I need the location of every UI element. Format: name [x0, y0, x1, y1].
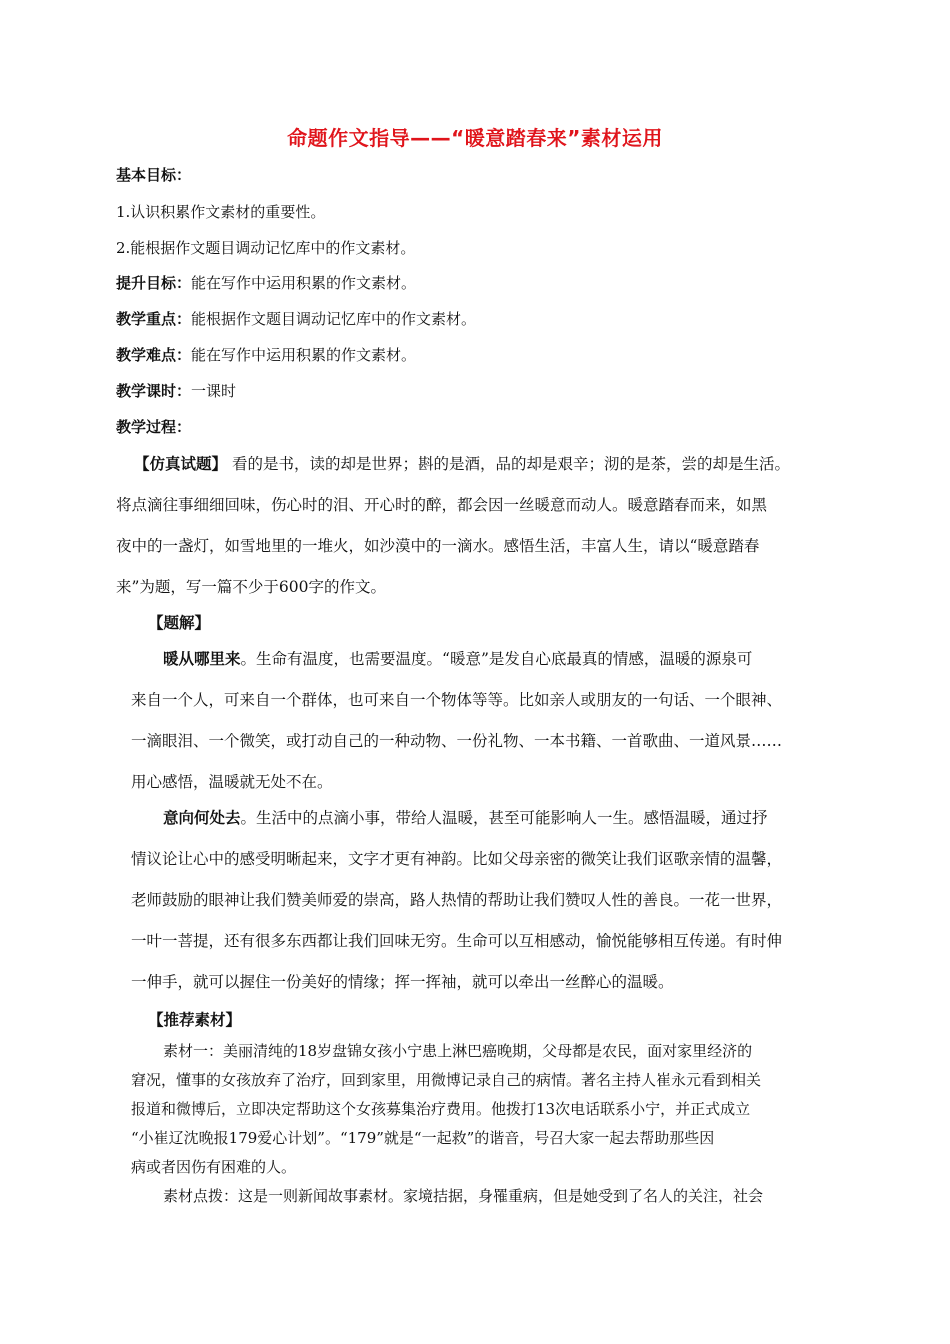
difficulty	[116, 344, 416, 365]
intent-where-line-1: 意向何处去。生活中的点滴小事，带给人温暖，甚至可能影响人一生。感悟温暖，通过抒	[163, 809, 768, 827]
material-one-line-3: 报道和微博后，立即决定帮助这个女孩募集治疗费用。他拨打13次电话联系小宁，并正式成立	[131, 1100, 751, 1118]
intent-where-line-5: 一伸手，就可以握住一份美好的情缘；挥一挥袖，就可以牵出一丝醉心的温暖。	[131, 973, 674, 991]
analysis-label: 【题解】	[148, 614, 211, 632]
material-comment: 素材点拨：这是一则新闻故事素材。家境拮据，身罹重病，但是她受到了名人的关注，社会	[163, 1187, 764, 1205]
improve-goal	[116, 272, 416, 293]
page-title: 命题作文指导——“暖意踏春来”素材运用	[287, 126, 663, 150]
difficulty-label: 教学难点：	[116, 346, 192, 364]
improve-goal-label: 提升目标：	[116, 274, 192, 292]
key-point-label: 教学重点：	[116, 310, 192, 328]
key-point-text: 能根据作文题目调动记忆库中的作文素材。	[191, 310, 477, 328]
class-hours	[116, 380, 236, 401]
intent-where-line-3: 老师鼓励的眼神让我们赞美师爱的崇高，路人热情的帮助让我们赞叹人性的善良。一花一世界，	[131, 891, 783, 909]
class-hours-label: 教学课时：	[116, 382, 192, 400]
basic-goal-1: 1.认识积累作文素材的重要性。	[116, 203, 326, 221]
material-one-line-1: 素材一：美丽清纯的18岁盘锦女孩小宁患上淋巴癌晚期，父母都是农民，面对家里经济的	[163, 1042, 753, 1060]
warmth-from-line-2: 来自一个人，可来自一个群体，也可来自一个物体等等。比如亲人或朋友的一句话、一个眼神、	[131, 691, 783, 709]
material-one-line-4: “小崔辽沈晚报179爱心计划”。“179”就是“一起救”的谐音，号召大家一起去帮助那些因	[131, 1129, 715, 1147]
basic-goal-2: 2.能根据作文题目调动记忆库中的作文素材。	[116, 239, 416, 257]
class-hours-text: 一课时	[191, 382, 237, 400]
warmth-from-line-1: 暖从哪里来。生命有温度，也需要温度。“暖意”是发自心底最真的情感，温暖的源泉可	[163, 650, 753, 668]
intent-where-line-2: 情议论让心中的感受明晰起来，文字才更有神韵。比如父母亲密的微笑让我们讴歌亲情的温馨，	[131, 850, 783, 868]
improve-goal-text: 能在写作中运用积累的作文素材。	[191, 274, 417, 292]
material-one-line-2: 窘况，懂事的女孩放弃了治疗，回到家里，用微博记录自己的病情。著名主持人崔永元看到相关	[131, 1071, 762, 1089]
intent-where-line-4: 一叶一菩提，还有很多东西都让我们回味无穷。生命可以互相感动，愉悦能够相互传递。有时伸	[131, 932, 783, 950]
intent-where-label: 意向何处去	[163, 809, 241, 827]
warmth-from-line-4: 用心感悟，温暖就无处不在。	[131, 773, 333, 791]
process-label: 教学过程：	[116, 418, 192, 436]
sim-question-line-4: 来”为题，写一篇不少于600字的作文。	[116, 578, 387, 596]
recommend-label: 【推荐素材】	[148, 1011, 242, 1029]
sim-question-label: 【仿真试题】	[134, 455, 228, 473]
sim-question-line-1: 【仿真试题】 看的是书，读的却是世界；斟的是酒，品的却是艰辛；沏的是茶，尝的却是生活。	[134, 455, 790, 473]
material-one-line-5: 病或者因伤有困难的人。	[131, 1158, 297, 1176]
sim-question-line-3: 夜中的一盏灯，如雪地里的一堆火，如沙漠中的一滴水。感悟生活，丰富人生，请以“暖意踏春	[116, 537, 760, 555]
warmth-from-label: 暖从哪里来	[163, 650, 241, 668]
warmth-from-line-3: 一滴眼泪、一个微笑，或打动自己的一种动物、一份礼物、一本书籍、一首歌曲、一道风景……	[131, 732, 783, 750]
basic-goal-label: 基本目标：	[116, 166, 192, 184]
key-point	[116, 308, 476, 329]
sim-question-line-2: 将点滴往事细细回味，伤心时的泪、开心时的醉，都会因一丝暖意而动人。暖意踏春而来，如黑	[116, 496, 768, 514]
difficulty-text: 能在写作中运用积累的作文素材。	[191, 346, 417, 364]
